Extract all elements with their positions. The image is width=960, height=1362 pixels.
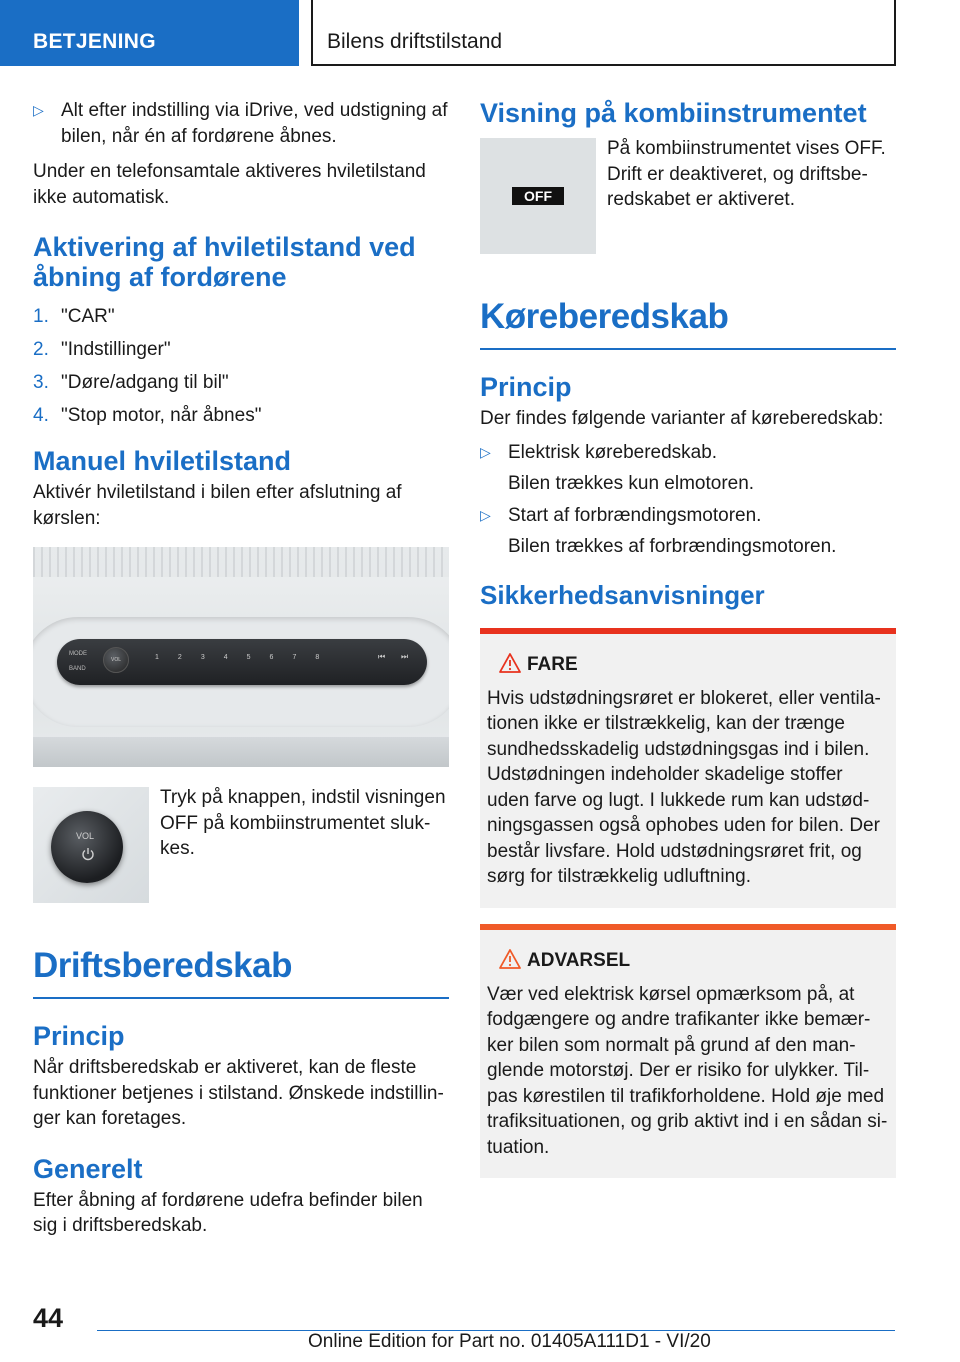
preset-buttons: 1 2 3 4 5 6 7 8 (155, 654, 320, 661)
page-number: 44 (33, 1303, 64, 1333)
power-icon (81, 847, 95, 861)
off-display-row (480, 138, 896, 254)
list-item-sub: Bilen trækkes kun elmotoren. (508, 473, 755, 494)
heading-sikkerhed: Sikkerhedsanvisninger (480, 579, 765, 610)
next-track-icon: ⏭ (401, 652, 409, 661)
divider (480, 348, 896, 350)
list-item-sub: Bilen trækkes af forbrændingsmotoren. (508, 536, 837, 557)
knob-vol-label: VOL (76, 831, 95, 841)
list-item-text: Alt efter indstilling via iDrive, ved udstigning af bilen, når én af fordørene åbnes. (61, 100, 448, 147)
triangle-right-icon: ▷ (480, 506, 491, 523)
paragraph: Efter åbning af fordørene udefra befinder bilen sig i driftsberedskab. (33, 1189, 423, 1236)
danger-title: FARE (487, 652, 888, 680)
right-column (480, 98, 896, 1178)
warning-triangle-icon (499, 653, 527, 680)
list-item: ▷ Start af forbrændingsmotoren. (480, 503, 896, 529)
paragraph: Under en telefonsamtale aktiveres hviletilstand ikke automatisk. (33, 161, 426, 208)
heading-koereberedskab: Køreberedskab (480, 297, 729, 336)
steps-list (33, 304, 449, 428)
warning-triangle-icon (499, 949, 527, 976)
prev-track-icon: ⏮ (378, 652, 386, 661)
off-display-image (480, 138, 596, 254)
step-item: 3. "Døre/adgang til bil" (33, 372, 229, 393)
paragraph: Når driftsberedskab er aktiveret, kan de fleste funktioner betjenes i stilstand. Ønskede indstillinger kan foretages. (33, 1057, 444, 1129)
chapter-title: Bilens driftstilstand (327, 30, 503, 53)
warning-text: Vær ved elektrisk kørsel opmærksom på, at fodgængere og andre trafikanter ikke bemærker bilen som normalt på grund af den manglende motorstøj. Der er risiko for ulykker. Tilpas kørestilen til trafikforholdene. Hold øje med trafiksituationen, og grib aktivt ind i en sådan situation. (487, 983, 888, 1158)
radio-panel-image (33, 547, 449, 767)
triangle-right-icon: ▷ (33, 102, 44, 118)
off-label: OFF (512, 187, 564, 205)
warning-box (480, 924, 896, 1179)
paragraph: Aktivér hviletilstand i bilen efter afslutning af kørslen: (33, 482, 402, 529)
heading-visning: Visning på kombiinstrumentet (480, 98, 867, 128)
heading-activation: Aktivering af hviletilstand ved åbning af fordørene (33, 232, 416, 292)
danger-text: Hvis udstødningsrøret er blokeret, eller ventilationen ikke er tilstrækkelig, kan der trænge sundhedsskadelig udstødningsgas ind i bilen. Udstødningen indeholder skadelige stoffer uden farve og lugt. I lukkede rum kan udstødningsgassen også ophobes uden for bilen. Der består livsfare. Hold udstødningsrøret frit, og sørg for tilstrækkelig udluftning. (487, 687, 881, 887)
divider (33, 997, 449, 999)
knob-row (33, 787, 449, 903)
left-column (33, 98, 449, 1239)
step-item: 4. "Stop motor, når åbnes" (33, 405, 262, 426)
danger-box (480, 628, 896, 908)
paragraph: Der findes følgende varianter af køreberedskab: (480, 408, 884, 429)
step-item: 1. "CAR" (33, 306, 115, 327)
section-tab (0, 0, 299, 66)
triangle-right-icon: ▷ (480, 443, 491, 460)
section-title: BETJENING (33, 30, 156, 53)
heading-princip: Princip (33, 1021, 125, 1051)
vol-label: VOL (111, 657, 122, 663)
heading-generelt: Generelt (33, 1153, 143, 1184)
heading-princip: Princip (480, 372, 572, 402)
list-item (33, 98, 449, 149)
heading-driftsberedskab: Driftsberedskab (33, 946, 292, 985)
band-label: BAND (69, 666, 86, 672)
footer-edition: Online Edition for Part no. 01405A111D1 - VI/20 (308, 1331, 711, 1352)
volume-knob-image (33, 787, 149, 903)
warning-title: ADVARSEL (487, 948, 888, 976)
visning-text: På kombiinstrumentet vises OFF. Drift er deaktiveret, og driftsberedskabet er aktiveret. (607, 138, 886, 210)
list-item: ▷ Elektrisk køreberedskab. (480, 440, 896, 466)
step-item: 2. "Indstillinger" (33, 339, 171, 360)
mode-label: MODE (69, 651, 87, 657)
knob-instruction: Tryk på knappen, indstil visningen OFF på kombiinstrumentet slukkes. (160, 787, 446, 859)
chapter-header (311, 0, 896, 66)
heading-manual: Manuel hviletilstand (33, 446, 292, 476)
